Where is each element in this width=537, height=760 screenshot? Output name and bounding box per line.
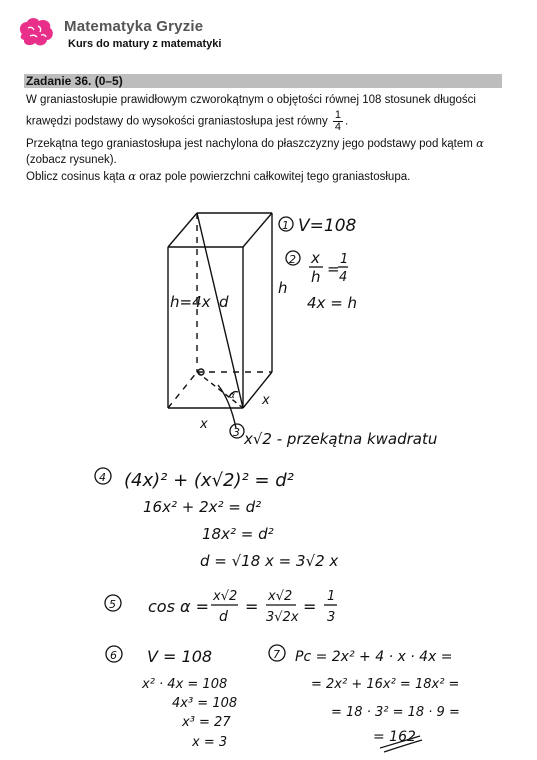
brand-title: Matematyka Gryzie [64,18,204,35]
svg-text:1: 1 [282,219,289,232]
svg-text:d: d [219,609,228,625]
svg-text:3: 3 [233,426,240,439]
task-line-2: krawędzi podstawy do wysokości graniastosłupa jest równy $\frac{1}{4}$ . [26,109,349,133]
step-6 [106,646,237,750]
step-6-line-2: x² · 4x = 108 [142,677,228,692]
step-7-line-2: = 2x² + 16x² = 18x² = [311,677,460,692]
step-7-line-1: Pc = 2x² + 4 · x · 4x = [295,649,453,665]
svg-text:3√2x: 3√2x [266,610,299,625]
svg-text:=: = [245,597,259,616]
step-7-line-4: = 162 [373,729,416,745]
svg-text:3: 3 [327,610,336,625]
step-5-lhs: cos α = [148,597,210,616]
task-line-5: Oblicz cosinus kąta α oraz pole powierzchni całkowitej tego graniastosłupa. [26,169,411,183]
task-header: Zadanie 36. (0–5) [26,74,123,88]
step-4-line-3: 18x² = d² [202,525,274,543]
label-alpha: α [229,391,235,401]
step-6-line-4: x³ = 27 [182,715,231,730]
step-4-line-4: d = √18 x = 3√2 x [200,552,339,570]
task-statement [26,92,496,185]
step-7-line-3: = 18 · 3² = 18 · 9 = [331,705,460,720]
step-6-line-1: V = 108 [147,647,213,666]
svg-text:5: 5 [109,598,116,611]
step-6-line-3: 4x³ = 108 [172,696,238,711]
step-1-text: V=108 [298,216,357,236]
brand-subtitle: Kurs do matury z matematyki [68,38,222,50]
label-x-front: x [200,417,208,432]
step-5 [105,589,337,625]
task-line-4: (zobacz rysunek). [26,154,117,166]
label-x-side: x [262,393,270,408]
step-4-line-2: 16x² + 2x² = d² [143,498,262,516]
brain-icon [16,16,56,50]
step-2-line-2: 4x = h [307,294,358,312]
svg-text:2: 2 [289,253,296,266]
svg-text:x: x [311,249,320,267]
svg-text:h: h [311,268,321,286]
step-1 [279,216,357,236]
step-2 [286,249,357,312]
label-h-left: h=4x [170,293,211,311]
svg-text:=: = [303,597,317,616]
svg-text:x√2: x√2 [268,589,293,604]
task-line-1: W graniastosłupie prawidłowym czworokątnym o objętości równej 108 stosunek długości [26,94,476,106]
step-6-line-5: x = 3 [192,735,228,750]
brand-header [12,14,332,54]
step-3-text: x√2 - przekątna kwadratu [244,430,438,448]
label-h-right: h [278,279,288,297]
step-4 [95,468,338,570]
task-header-bar [24,74,502,88]
svg-text:1: 1 [327,589,336,604]
handwritten-solution [0,190,537,760]
task-line-3: Przekątna tego graniastosłupa jest nachylona do płaszczyzny jego podstawy pod kątem α [26,136,484,150]
svg-text:4: 4 [339,270,348,285]
svg-text:x√2: x√2 [213,589,238,604]
prism-drawing [168,213,272,428]
svg-text:=: = [327,260,340,278]
svg-text:7: 7 [273,648,280,661]
step-4-line-1: (4x)² + (x√2)² = d² [124,470,294,491]
svg-text:4: 4 [99,471,106,484]
ratio-fraction: $\frac{1}{4}$ [334,109,342,133]
step-3 [230,424,437,448]
svg-text:6: 6 [110,649,117,662]
label-d: d [219,293,229,311]
step-7 [269,645,460,752]
svg-text:1: 1 [340,252,349,267]
